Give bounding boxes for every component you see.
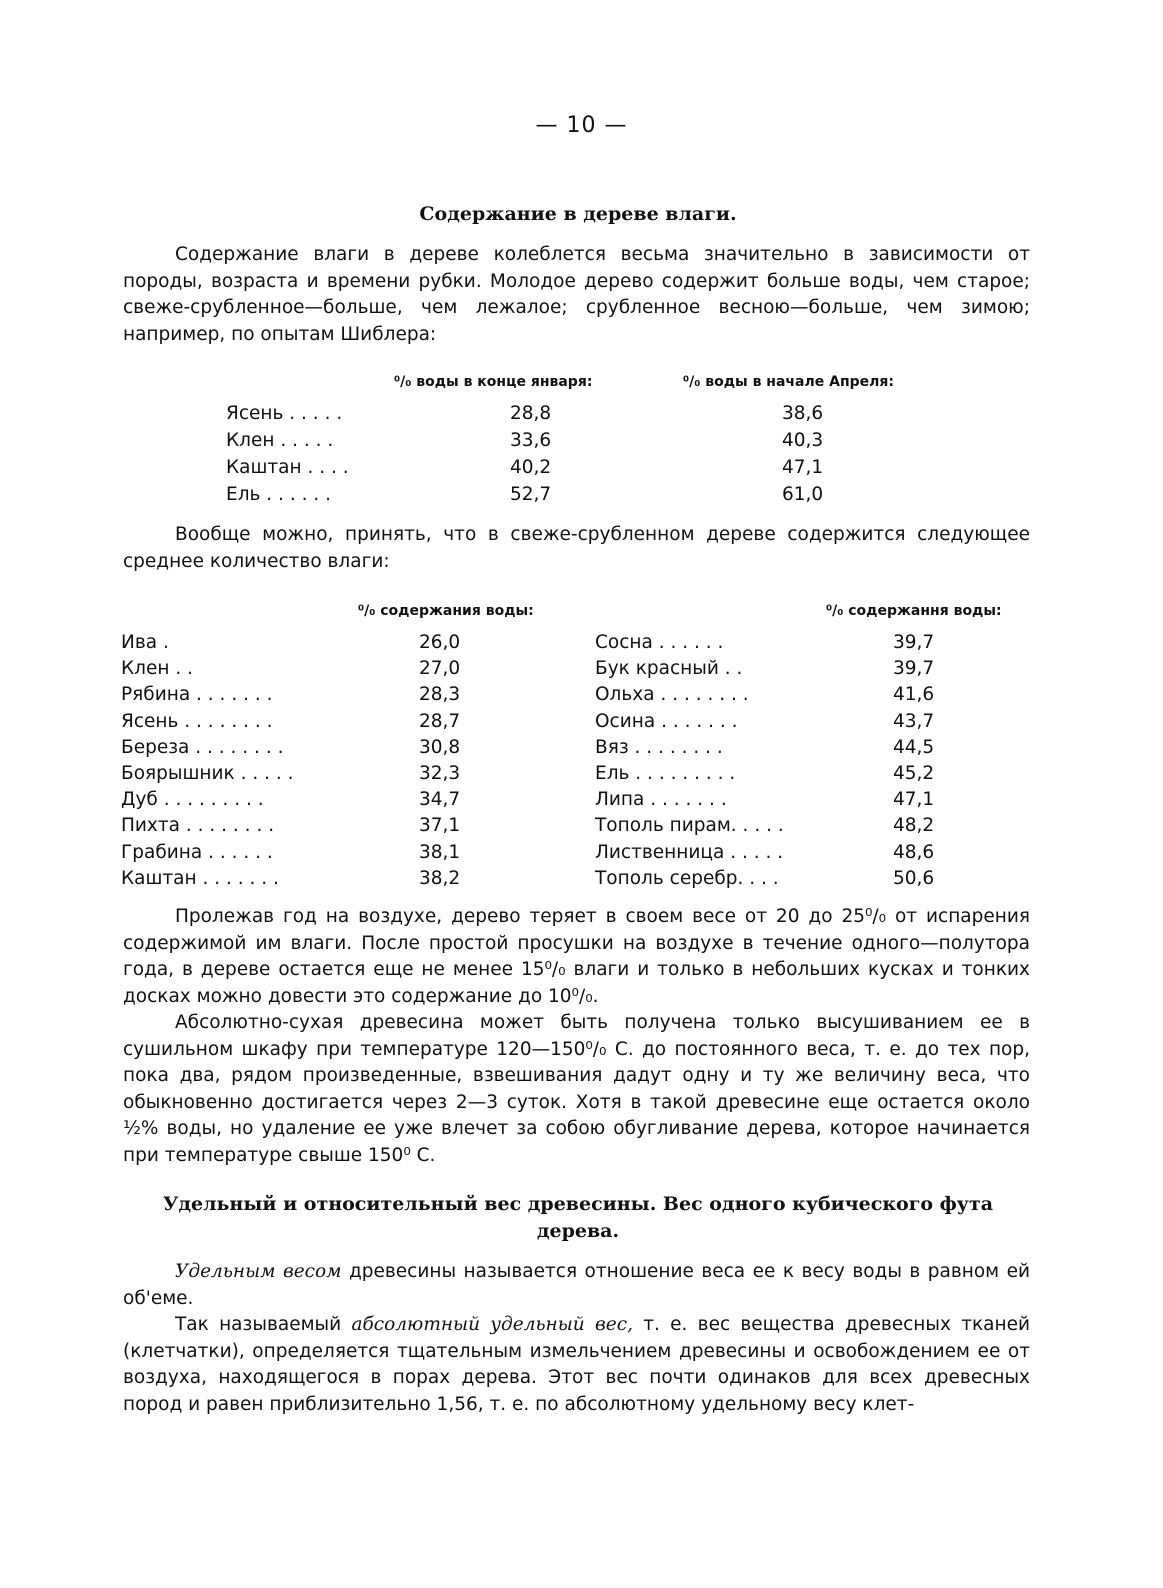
species-name: Ольха . . . . . . . .	[595, 684, 749, 706]
species-name: Каштан . . . .	[226, 457, 349, 478]
section-title-line2: дерева.	[536, 1220, 620, 1242]
italic-term: абсолютный удельный вес,	[351, 1314, 633, 1335]
species-name: Ясень . . . . . . . .	[121, 710, 273, 732]
section-title-specific-weight	[123, 1191, 1033, 1245]
moisture-value: 34,7	[419, 789, 461, 811]
moisture-value: 44,5	[893, 736, 935, 758]
table-row	[595, 842, 955, 868]
species-name: Бук красный . .	[595, 658, 743, 680]
species-name: Тополь пирам. . . . .	[595, 815, 784, 837]
species-name: Ясень . . . . .	[226, 403, 343, 424]
moisture-value: 37,1	[419, 815, 461, 837]
table-row	[595, 632, 955, 658]
moisture-value: 48,2	[893, 815, 935, 837]
table1-col2-header: ⁰/₀ воды в начале Апреля:	[683, 374, 894, 390]
paragraph-specific-weight-definition	[123, 1259, 1030, 1312]
value-april: 61,0	[782, 484, 824, 505]
table-row	[121, 815, 481, 841]
species-name: Ель . . . . . .	[226, 484, 331, 505]
table-row	[121, 632, 481, 658]
table-row	[595, 684, 955, 710]
value-april: 38,6	[782, 403, 824, 424]
table-row	[121, 684, 481, 710]
species-name: Клен . .	[121, 658, 193, 680]
moisture-value: 28,3	[419, 684, 461, 706]
table-row	[121, 842, 481, 868]
moisture-value: 28,7	[419, 710, 461, 732]
section-title-line1: Удельный и относительный вес древесины. Вес одного кубического фута	[162, 1193, 994, 1215]
table-row	[595, 658, 955, 684]
moisture-value: 30,8	[419, 736, 461, 758]
table-row	[226, 484, 826, 511]
moisture-value: 39,7	[893, 632, 935, 653]
table-row	[595, 711, 955, 737]
value-april: 47,1	[782, 457, 824, 478]
table2-left-header: ⁰/₀ содержания воды:	[358, 603, 534, 619]
moisture-value: 41,6	[893, 684, 935, 706]
moisture-value: 26,0	[419, 632, 461, 653]
moisture-value: 38,1	[419, 841, 461, 863]
table-row	[121, 711, 481, 737]
species-name: Береза . . . . . . . .	[121, 736, 284, 758]
moisture-value: 38,2	[419, 867, 461, 889]
moisture-value: 32,3	[419, 763, 461, 784]
moisture-value: 50,6	[893, 867, 935, 889]
species-name: Клен . . . . .	[226, 430, 334, 451]
table1-col1-header: ⁰/₀ воды в конце января:	[394, 374, 593, 390]
table-row	[595, 789, 955, 815]
species-name: Ива .	[121, 632, 169, 653]
moisture-value: 47,1	[893, 789, 935, 811]
moisture-value: 48,6	[893, 841, 935, 863]
species-name: Дуб . . . . . . . . .	[121, 789, 264, 811]
table2-right-header: ⁰/₀ содержання воды:	[826, 603, 1002, 619]
paragraph-air-drying: Пролежав год на воздухе, дерево теряет в своем весе от 20 до 25⁰/₀ от испарения содержимой им влаги. После простой просушки на воздухе в течение одного—полутора года, в дереве остается еще не менее 15⁰/₀ влаги и только в небольших кусках и тонких досках можно довести это содержание до 10⁰/₀.	[123, 906, 1030, 1007]
value-january: 33,6	[510, 430, 552, 451]
paragraph-absolute-dry: Абсолютно-сухая древесина может быть получена только высушиванием ее в сушильном шкафу при температуре 120—150⁰/₀ С. до постоянного веса, т. е. до тех пор, пока два, рядом произведенные, взвешивания дадут одну и ту же величину веса, что обыкновенно достигается через 2—3 суток. Хотя в такой древесине еще остается около ½% воды, но удаление ее уже влечет за собою обугливание дерева, которое начинается при температуре свыше 150⁰ С.	[123, 1012, 1030, 1166]
table-row	[226, 430, 826, 457]
table-row	[121, 868, 481, 894]
table-row	[595, 763, 955, 789]
value-january: 40,2	[510, 457, 552, 478]
moisture-value: 45,2	[893, 763, 935, 784]
species-name: Тополь серебр. . . .	[595, 867, 779, 889]
table-row	[595, 868, 955, 894]
table-row	[121, 658, 481, 684]
italic-term: Удельным весом	[175, 1261, 342, 1282]
table-row	[226, 403, 826, 430]
paragraph-text: т. е. вес вещества древесных тканей (клетчатки), определяется тщательным измельчением древесины и освобождением ее от воздуха, находящегося в порах дерева. Этот вес почти одинаков для всех древесных пород и равен приблизительно 1,56, т. е. по абсолютному удельному весу клет-	[123, 1314, 1031, 1415]
species-name: Вяз . . . . . . . .	[595, 736, 723, 758]
table-row	[595, 737, 955, 763]
paragraph-intro: Содержание влаги в дереве колеблется весьма значительно в зависимости от породы, возраста и времени рубки. Молодое дерево содержит больше воды, чем старое; свеже-срубленное—больше, чем лежалое; срубленное весною—больше, чем зимою; например, по опытам Шиблера:	[123, 244, 1030, 345]
species-name: Боярышник . . . . .	[121, 763, 294, 784]
species-name: Ель . . . . . . . . .	[595, 763, 736, 784]
table-row	[121, 763, 481, 789]
paragraph-average-moisture: Вообще можно, принять, что в свеже-срубленном дереве содержится следующее среднее количество влаги:	[123, 524, 1030, 572]
table-row	[121, 789, 481, 815]
species-name: Рябина . . . . . . .	[121, 684, 273, 706]
page-number: — 10 —	[535, 113, 628, 138]
moisture-value: 27,0	[419, 658, 461, 680]
section-title-moisture: Содержание в дереве влаги.	[419, 203, 737, 225]
species-name: Каштан . . . . . . .	[121, 867, 279, 889]
paragraph-text: древесины называется отношение веса ее к весу воды в равном ей об'еме.	[123, 1261, 1030, 1309]
species-name: Пихта . . . . . . . .	[121, 815, 275, 837]
value-january: 52,7	[510, 484, 552, 505]
table-row	[595, 815, 955, 841]
moisture-value: 43,7	[893, 710, 935, 732]
species-name: Лиственница . . . . .	[595, 841, 784, 863]
species-name: Липа . . . . . . .	[595, 789, 727, 811]
paragraph-absolute-specific-weight	[123, 1312, 1030, 1418]
table-row	[226, 457, 826, 484]
value-april: 40,3	[782, 430, 824, 451]
table-row	[121, 737, 481, 763]
moisture-value: 39,7	[893, 658, 935, 680]
species-name: Осина . . . . . . .	[595, 710, 738, 732]
species-name: Грабина . . . . . .	[121, 841, 273, 863]
species-name: Сосна . . . . . .	[595, 632, 724, 653]
value-january: 28,8	[510, 403, 552, 424]
paragraph-text: Так называемый	[175, 1314, 352, 1335]
